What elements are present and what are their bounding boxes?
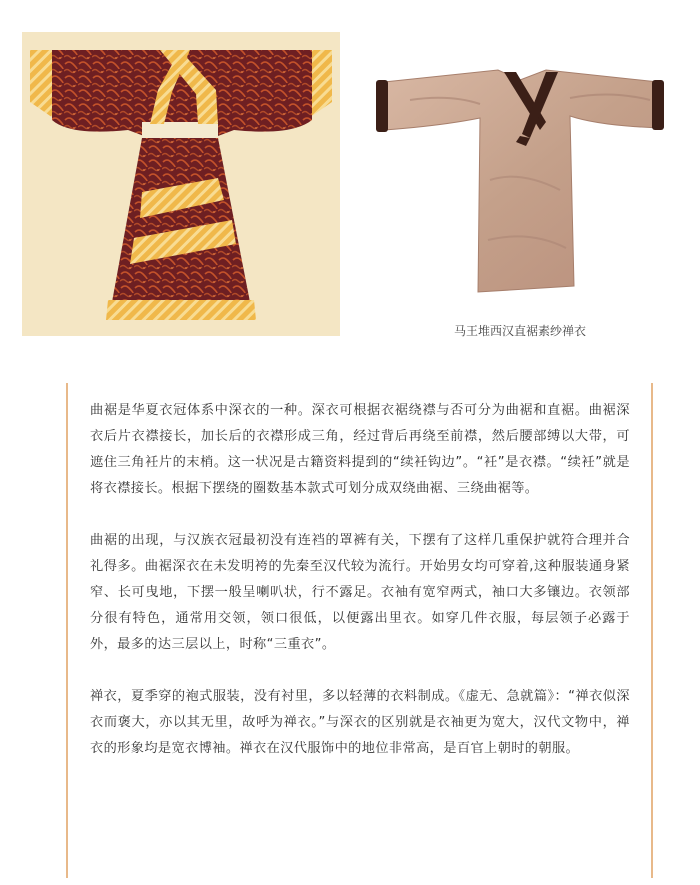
paragraph-quju-origin: 曲裾的出现，与汉族衣冠最初没有连裆的罩裤有关，下摆有了这样几重保护就符合理并合礼得多。曲裾深衣在未发明袴的先秦至汉代较为流行。开始男女均可穿着,这种服装通身紧窄、长可曳地，下摆一般呈喇叭状，行不露足。衣袖有宽窄两式，袖口大多镶边。衣领部分很有特色，通常用交领，领口很低，以便露出里衣。如穿几件衣服，每层领子必露于外，最多的达三层以上，时称“三重衣”。 <box>90 533 630 652</box>
article-body <box>90 398 630 788</box>
left-accent-rule <box>66 383 68 878</box>
silk-robe-caption: 马王堆西汉直裾素纱禅衣 <box>453 324 586 338</box>
silk-gauze-robe-drawing <box>370 60 670 300</box>
quju-robe-illustration <box>22 32 340 336</box>
right-accent-rule <box>651 383 653 878</box>
quju-robe-drawing <box>22 32 340 336</box>
paragraph-danyi: 禅衣，夏季穿的袍式服装，没有衬里，多以轻薄的衣料制成。《虚无、急就篇》：“禅衣似深衣而褒大，亦以其无里，故呼为禅衣。”与深衣的区别就是衣袖更为宽大，汉代文物中，禅衣的形象均是宽衣博袖。禅衣在汉代服饰中的地位非常高，是百官上朝时的朝服。 <box>90 689 630 756</box>
paragraph-quju-definition: 曲裾是华夏衣冠体系中深衣的一种。深衣可根据衣裾绕襟与否可分为曲裾和直裾。曲裾深衣后片衣襟接长，加长后的衣襟形成三角，经过背后再绕至前襟，然后腰部缚以大带，可遮住三角衽片的末梢。这一状况是古籍资料提到的“续衽钩边”。“衽”是衣襟。“续衽”就是将衣襟接长。根据下摆绕的圈数基本款式可划分成双绕曲裾、三绕曲裾等。 <box>90 403 630 496</box>
silk-gauze-robe-photo <box>370 60 670 300</box>
